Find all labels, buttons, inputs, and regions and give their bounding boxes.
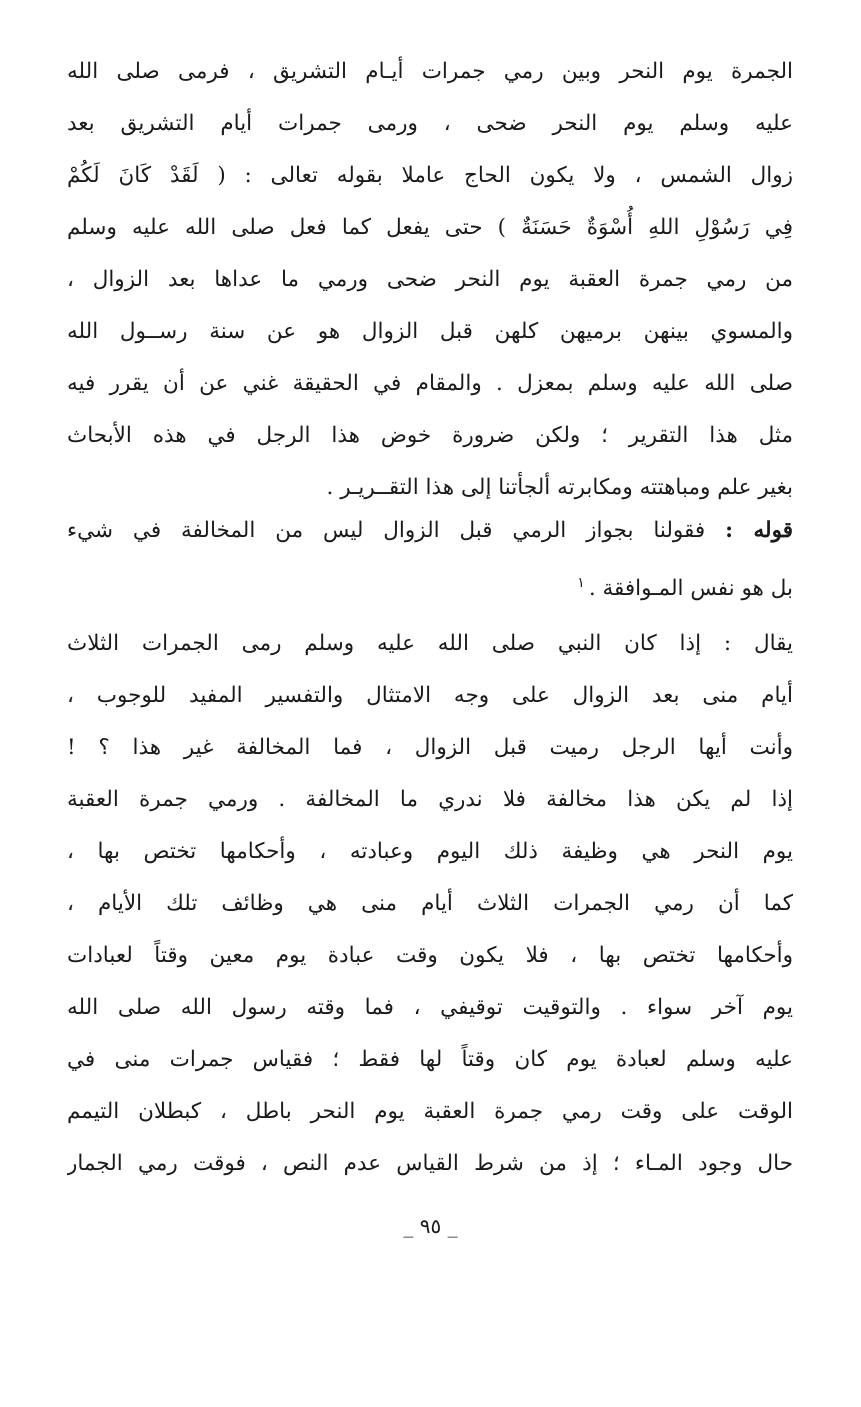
text-line: والمسوي بينهن برميهن كلهن قبل الزوال هو عن سنة رســول الله xyxy=(67,319,793,344)
text-line: كما أن رمي الجمرات الثلاث أيام منى هي وظائف تلك الأيام ، xyxy=(67,891,793,916)
text-line: الجمرة يوم النحر وبين رمي جمرات أيـام التشريق ، فرمى صلى الله xyxy=(67,59,793,84)
text-line: مثل هذا التقرير ؛ ولكن ضرورة خوض هذا الرجل في هذه الأبحاث xyxy=(67,423,793,448)
text-line: يقال : إذا كان النبي صلى الله عليه وسلم رمى الجمرات الثلاث xyxy=(67,631,793,656)
paragraph-2 xyxy=(67,618,793,1190)
quoted-statement xyxy=(67,505,793,615)
text-line: يوم آخر سواء . والتوقيت توقيفي ، فما وقته رسول الله صلى الله xyxy=(67,995,793,1020)
paragraph-1 xyxy=(67,46,793,514)
text-line: الوقت على وقت رمي جمرة العقبة يوم النحر باطل ، كبطلان التيمم xyxy=(67,1099,793,1124)
quote-line xyxy=(67,557,793,615)
text-line: فِي رَسُوْلِ اللهِ أُسْوَةٌ حَسَنَةٌ ) حتى يفعل كما فعل صلى الله عليه وسلم xyxy=(67,215,793,240)
text-line: حال وجود المـاء ؛ إذ من شرط القياس عدم النص ، فوقت رمي الجمار xyxy=(67,1151,793,1176)
text-line: عليه وسلم لعبادة يوم كان وقتاً لها فقط ؛ فقياس جمرات منى في xyxy=(67,1047,793,1072)
text-line: عليه وسلم يوم النحر ضحى ، ورمى جمرات أيام التشريق بعد xyxy=(67,111,793,136)
text-line: يوم النحر هي وظيفة ذلك اليوم وعبادته ، وأحكامها تختص بها ، xyxy=(67,839,793,864)
text-line: بغير علم ومباهتته ومكابرته ألجأتنا إلى هذا التقــريـر . xyxy=(326,475,793,500)
quote-text: فقولنا بجواز الرمي قبل الزوال ليس من المخالفة في شيء xyxy=(67,518,706,543)
quote-text: بل هو نفس المـوافقة . xyxy=(588,576,793,602)
text-line: أيام منى بعد الزوال على وجه الامتثال والتفسير المفيد للوجوب ، xyxy=(67,683,793,708)
text-line: زوال الشمس ، ولا يكون الحاج عاملا بقوله تعالى : ( لَقَدْ كَانَ لَكُمْ xyxy=(67,163,793,188)
text-line: صلى الله عليه وسلم بمعزل . والمقام في الحقيقة غني عن أن يقرر فيه xyxy=(67,371,793,396)
page-number: _ ٩٥ _ xyxy=(403,1214,458,1238)
quote-label: قوله : xyxy=(725,518,793,543)
text-line: وأنت أيها الرجل رميت قبل الزوال ، فما المخالفة غير هذا ؟ ! xyxy=(67,735,793,760)
footnote-marker: ١ xyxy=(577,575,585,591)
text-line: إذا لم يكن هذا مخالفة فلا ندري ما المخالفة . ورمي جمرة العقبة xyxy=(67,787,793,812)
quote-line xyxy=(67,505,793,557)
text-line: وأحكامها تختص بها ، فلا يكون وقت عبادة يوم معين وقتاً لعبادات xyxy=(67,943,793,968)
text-line: من رمي جمرة العقبة يوم النحر ضحى ورمي ما عداها بعد الزوال ، xyxy=(67,267,793,292)
